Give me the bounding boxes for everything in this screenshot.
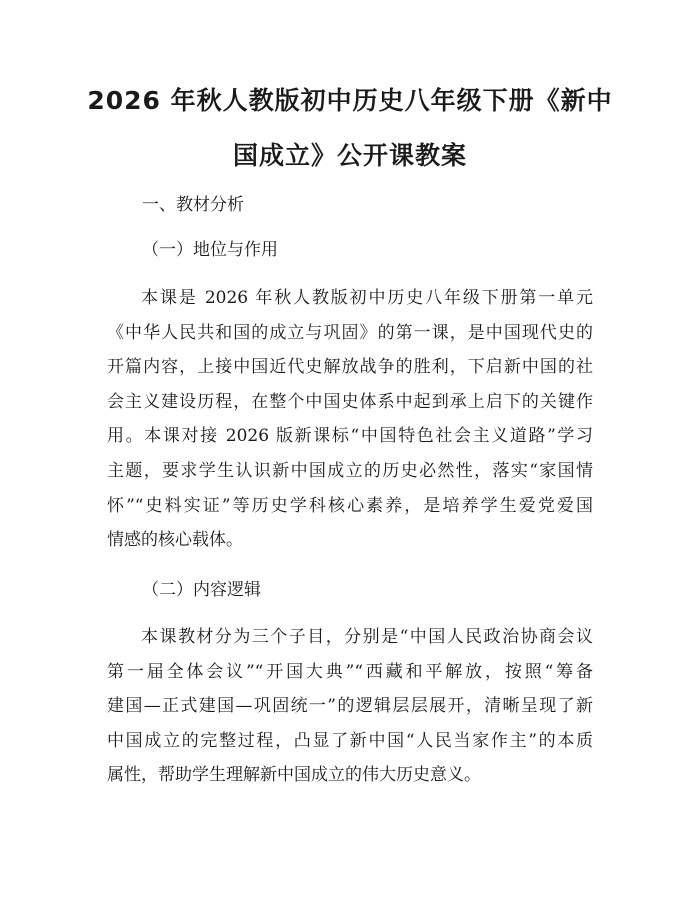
document-title-line-1: 2026 年秋人教版初中历史八年级下册《新中	[87, 86, 613, 115]
paragraph-line: 本课是 2026 年秋人教版初中历史八年级下册第一单元	[141, 288, 593, 308]
document-title-line-2: 国成立》公开课教案	[232, 141, 467, 170]
paragraph-line: 《中华人民共和国的成立与巩固》的第一课，是中国现代史的	[107, 322, 593, 343]
paragraph-line: 第一届全体会议”“开国大典”“西藏和平解放，按照“筹备	[107, 661, 593, 682]
paragraph-line: 会主义建设历程，在整个中国史体系中起到承上启下的关键作	[107, 391, 593, 412]
paragraph-line: 用。本课对接 2026 版新课标“中国特色社会主义道路”学习	[107, 426, 593, 447]
paragraph-line: 中国成立的完整过程，凸显了新中国“人民当家作主”的本质	[107, 730, 593, 751]
paragraph-content-logic	[107, 620, 593, 793]
paragraph-line: 属性，帮助学生理解新中国成立的伟大历史意义。	[107, 765, 481, 786]
paragraph-line: 建国—正式建国—巩固统一”的逻辑层层展开，清晰呈现了新	[107, 696, 593, 717]
subsection-heading-status-and-role: （一）地位与作用	[142, 240, 278, 260]
paragraph-status-and-role	[107, 281, 593, 558]
section-heading-textbook-analysis: 一、教材分析	[142, 195, 244, 215]
paragraph-line: 本课教材分为三个子目，分别是“中国人民政治协商会议	[141, 627, 593, 647]
subsection-heading-content-logic: （二）内容逻辑	[142, 580, 261, 600]
paragraph-line: 开篇内容，上接中国近代史解放战争的胜利，下启新中国的社	[107, 357, 593, 378]
paragraph-line: 主题，要求学生认识新中国成立的历史必然性，落实“家国情	[107, 460, 593, 481]
paragraph-line: 情感的核心载体。	[107, 530, 243, 551]
paragraph-line: 怀”“史料实证”等历史学科核心素养，是培养学生爱党爱国	[107, 495, 593, 516]
